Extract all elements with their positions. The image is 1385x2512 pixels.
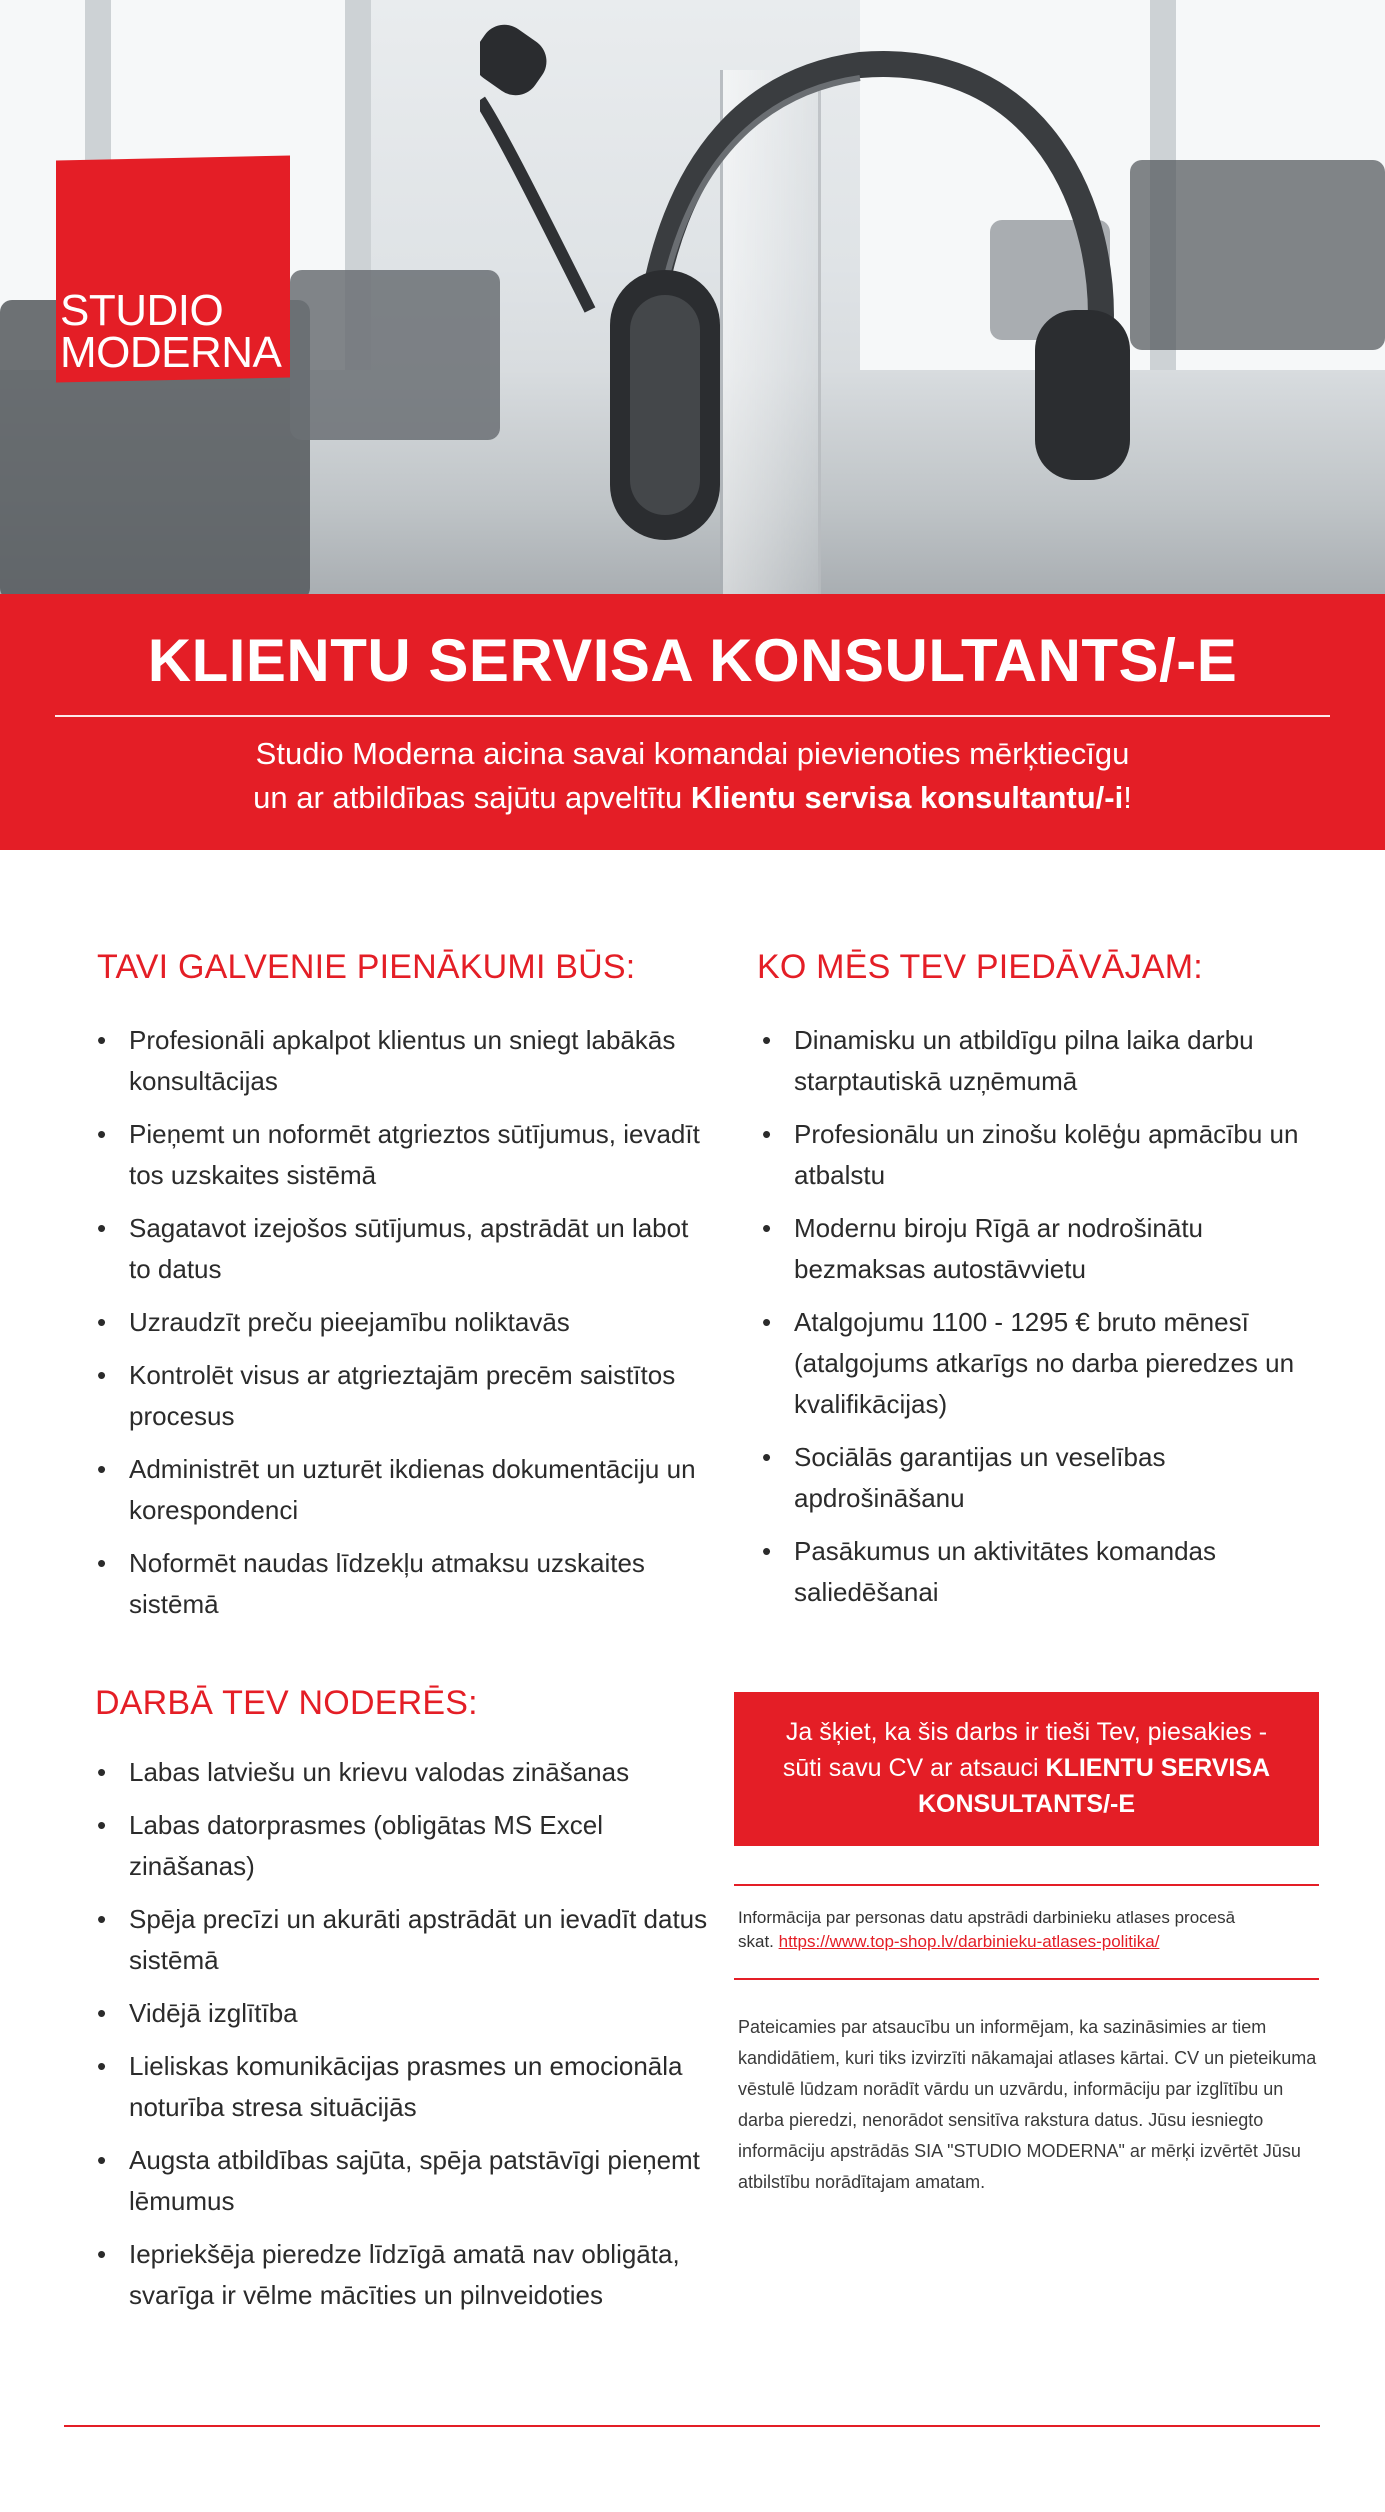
duty-item: • Profesionāli apkalpot klientus un sniegt labākās konsultācijas (97, 1020, 717, 1102)
duties-title: TAVI GALVENIE PIENĀKUMI BŪS: (97, 948, 636, 986)
privacy-link-line (738, 1930, 1318, 1954)
title-banner (0, 594, 1385, 850)
apply-callout (734, 1692, 1319, 1846)
thanks-note: Pateicamies par atsaucību un informējam, ka sazināsimies ar tiem kandidātiem, kuri tiks izvirzīti nākamajai atlases kārtai. CV un pieteikuma vēstulē lūdzam norādīt vārdu un uzvārdu, informāciju par izglītību un darba pieredzi, nenorādot sensitīva rakstura datus. Jūsu iesniegto informāciju apstrādās SIA "STUDIO MODERNA" ar mērķi izvērtēt Jūsu atbilstību norādītajam amatam. (738, 2017, 1317, 2192)
duty-item: • Noformēt naudas līdzekļu atmaksu uzskaites sistēmā (97, 1543, 717, 1625)
divider-top (734, 1884, 1319, 1886)
subtitle-text: un ar atbildības sajūtu apveltītu (253, 780, 691, 815)
offer-item: • Pasākumus un aktivitātes komandas saliedēšanai (762, 1531, 1322, 1613)
duty-item: • Pieņemt un noformēt atgrieztos sūtījumus, ievadīt tos uzskaites sistēmā (97, 1114, 717, 1196)
duty-item: • Kontrolēt visus ar atgrieztajām precēm saistītos procesus (97, 1355, 717, 1437)
hero-photo (0, 0, 1385, 594)
skill-item: • Spēja precīzi un akurāti apstrādāt un ievadīt datus sistēmā (97, 1899, 717, 1981)
duty-item: • Uzraudzīt preču pieejamību noliktavās (97, 1302, 717, 1343)
footer-divider (64, 2425, 1320, 2427)
skills-list (97, 1752, 717, 2328)
privacy-text: Informācija par personas datu apstrādi darbinieku atlases procesā (738, 1908, 1236, 1927)
privacy-info (738, 1906, 1318, 1954)
skill-item: • Labas datorprasmes (obligātas MS Excel zināšanas) (97, 1805, 717, 1887)
cta-line-1: Ja šķiet, ka šis darbs ir tieši Tev, piesakies - (785, 1718, 1268, 1746)
duty-item: • Sagatavot izejošos sūtījumus, apstrādāt un labot to datus (97, 1208, 717, 1290)
offer-item: • Atalgojumu 1100 - 1295 € bruto mēnesī (atalgojums atkarīgs no darba pieredzes un kvalifikācijas) (762, 1302, 1322, 1425)
skill-item: • Labas latviešu un krievu valodas zināšanas (97, 1752, 717, 1793)
subtitle-bold: Klientu servisa konsultantu/-i (690, 780, 1124, 815)
banner-subtitle (0, 732, 1385, 820)
banner-divider (55, 715, 1330, 717)
headset-icon (480, 10, 1160, 570)
cta-bold: KLIENTU SERVISA (1045, 1754, 1271, 1782)
subtitle-suffix: ! (1123, 780, 1132, 815)
logo-line-2: MODERNA (60, 328, 282, 377)
office-chair (1130, 160, 1385, 350)
cta-line-3 (734, 1786, 1319, 1822)
subtitle-line-1: Studio Moderna aicina savai komandai pievienoties mērķtiecīgu (255, 736, 1130, 771)
skill-item: • Iepriekšēja pieredze līdzīgā amatā nav obligāta, svarīga ir vēlme mācīties un pilnveidoties (97, 2234, 717, 2316)
logo-text (60, 286, 282, 377)
offer-list (762, 1020, 1322, 1625)
duties-list (97, 1020, 717, 1637)
privacy-policy-link[interactable]: https://www.top-shop.lv/darbinieku-atlases-politika/ (778, 1932, 1160, 1951)
logo-line-1: STUDIO (60, 286, 224, 335)
job-title: KLIENTU SERVISA KONSULTANTS/-E (147, 627, 1238, 694)
offer-item: • Sociālās garantijas un veselības apdrošināšanu (762, 1437, 1322, 1519)
offer-title: KO MĒS TEV PIEDĀVĀJAM: (757, 948, 1203, 986)
skills-title: DARBĀ TEV NODERĒS: (95, 1684, 478, 1722)
duty-item: • Administrēt un uzturēt ikdienas dokumentāciju un korespondenci (97, 1449, 717, 1531)
cta-text: sūti savu CV ar atsauci (782, 1754, 1046, 1782)
cta-bold-2: KONSULTANTS/-E (917, 1790, 1136, 1818)
divider-middle (734, 1978, 1319, 1980)
offer-item: • Profesionālu un zinošu kolēģu apmācību un atbalstu (762, 1114, 1322, 1196)
skill-item: • Vidējā izglītība (97, 1993, 717, 2034)
subtitle-line-2 (0, 776, 1385, 820)
offer-item: • Dinamisku un atbildīgu pilna laika darbu starptautiskā uzņēmumā (762, 1020, 1322, 1102)
cta-line-2 (734, 1750, 1319, 1786)
privacy-prefix: skat. (738, 1932, 779, 1951)
office-chair (290, 270, 500, 440)
skill-item: • Augsta atbildības sajūta, spēja patstāvīgi pieņemt lēmumus (97, 2140, 717, 2222)
offer-item: • Modernu biroju Rīgā ar nodrošinātu bezmaksas autostāvvietu (762, 1208, 1322, 1290)
skill-item: • Lieliskas komunikācijas prasmes un emocionāla noturība stresa situācijās (97, 2046, 717, 2128)
